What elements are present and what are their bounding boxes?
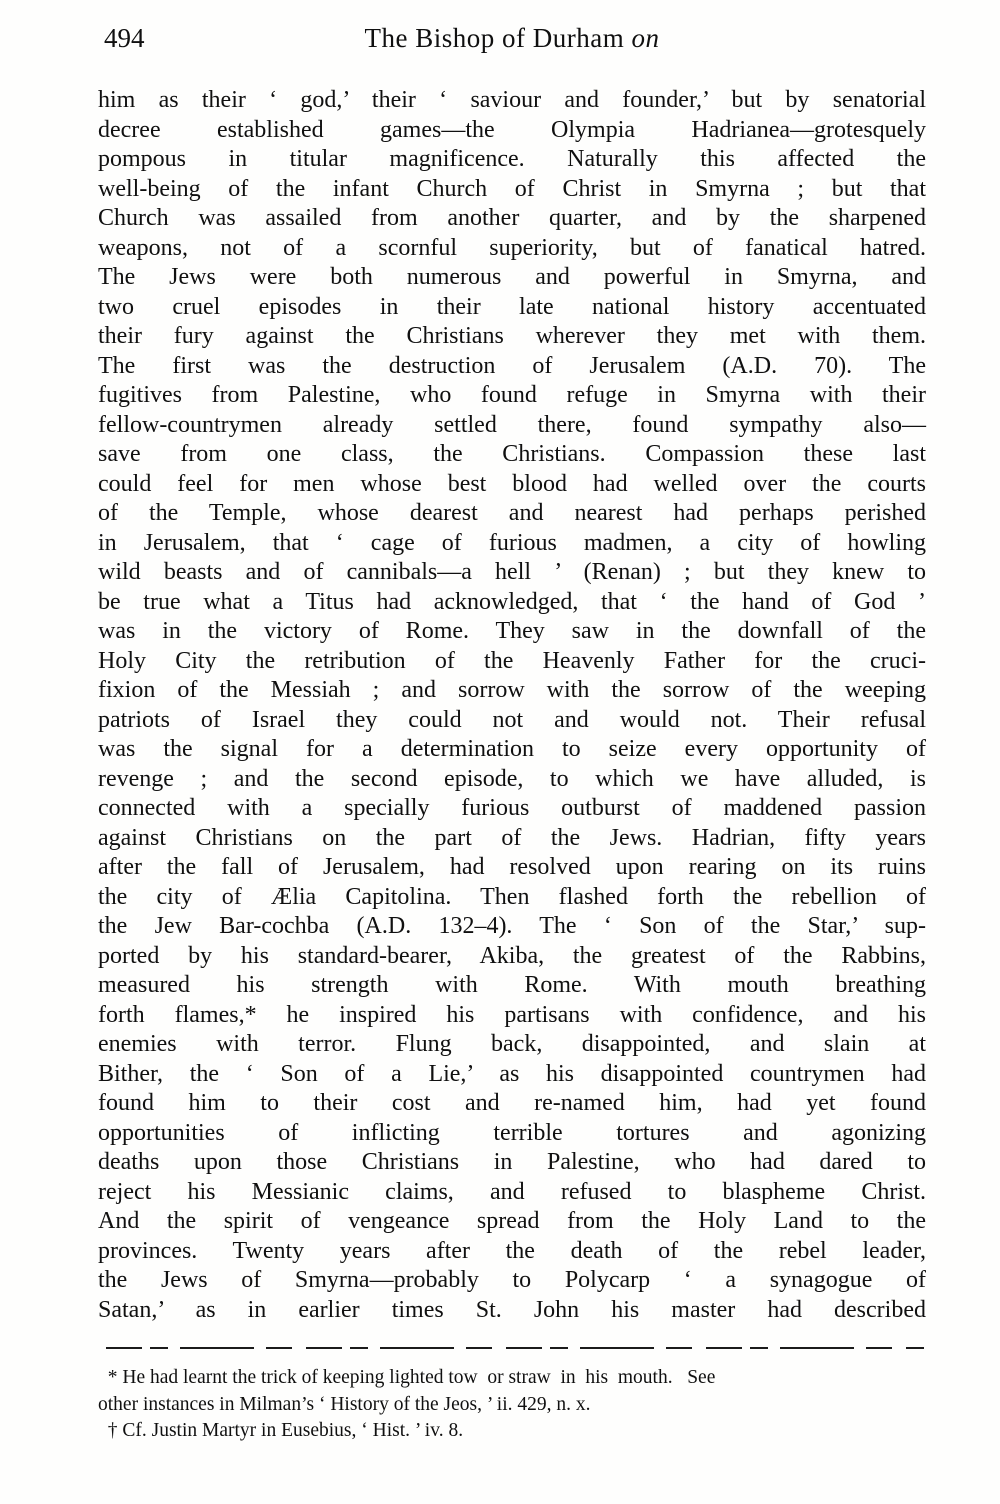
- text-line: him as their ‘ god,’ their ‘ saviour and founder,’ but by senatorial: [98, 87, 926, 113]
- text-line: of the Temple, whose dearest and nearest had perhaps perished: [98, 500, 926, 526]
- page-number: 494: [104, 23, 145, 53]
- text-line: measured his strength with Rome. With mouth breathing: [98, 972, 926, 998]
- text-line: well-being of the infant Church of Christ in Smyrna ; but that: [98, 175, 926, 202]
- text-line: wild beasts and of cannibals—a hell ’ (Renan) ; but they knew to: [98, 559, 926, 585]
- text-line: connected with a specially furious outburst of maddened passion: [98, 795, 926, 821]
- text-line: the Jew Bar-cochba (A.D. 132–4). The ‘ Son of the Star,’ sup-: [98, 913, 926, 939]
- footnote-divider: [106, 1347, 924, 1349]
- body-paragraph: [98, 86, 926, 1325]
- text-line: was the signal for a determination to seize every opportunity of: [98, 736, 926, 762]
- text-line: was in the victory of Rome. They saw in the downfall of the: [98, 618, 926, 644]
- text-line: The first was the destruction of Jerusalem (A.D. 70). The: [98, 352, 926, 379]
- text-line: * He had learnt the trick of keeping lighted tow or straw in his mouth. See: [98, 1367, 716, 1388]
- running-title-text: The Bishop of Durham: [364, 23, 632, 53]
- text-line: enemies with terror. Flung back, disappointed, and slain at: [98, 1031, 926, 1057]
- text-line: found him to their cost and re-named him, had yet found: [98, 1090, 926, 1116]
- text-line: fixion of the Messiah ; and sorrow with the sorrow of the weeping: [98, 677, 926, 703]
- text-line: fellow-countrymen already settled there, found sympathy also—: [98, 411, 926, 438]
- text-line: their fury against the Christians wherever they met with them.: [98, 323, 926, 349]
- text-line: revenge ; and the second episode, to which we have alluded, is: [98, 765, 926, 792]
- text-line: And the spirit of vengeance spread from the Holy Land to the: [98, 1208, 926, 1234]
- text-line: patriots of Israel they could not and would not. Their refusal: [98, 706, 926, 733]
- text-line: the city of Ælia Capitolina. Then flashed forth the rebellion of: [98, 883, 926, 910]
- text-line: Satan,’ as in earlier times St. John his master had described: [98, 1296, 926, 1323]
- text-line: in Jerusalem, that ‘ cage of furious madmen, a city of howling: [98, 529, 926, 556]
- text-line: after the fall of Jerusalem, had resolved upon rearing on its ruins: [98, 854, 926, 880]
- text-line: the Jews of Smyrna—probably to Polycarp ‘ a synagogue of: [98, 1267, 926, 1293]
- text-line: Church was assailed from another quarter, and by the sharpened: [98, 205, 926, 231]
- text-line: against Christians on the part of the Jews. Hadrian, fifty years: [98, 824, 926, 851]
- text-block: [98, 20, 926, 1445]
- text-line: † Cf. Justin Martyr in Eusebius, ‘ Hist. ’ iv. 8.: [98, 1420, 464, 1441]
- text-line: forth flames,* he inspired his partisans with confidence, and his: [98, 1001, 926, 1028]
- footnotes: [98, 1365, 926, 1445]
- text-line: deaths upon those Christians in Palestine, who had dared to: [98, 1149, 926, 1175]
- text-line: ported by his standard-bearer, Akiba, the greatest of the Rabbins,: [98, 942, 926, 969]
- text-line: weapons, not of a scornful superiority, but of fanatical hatred.: [98, 234, 926, 261]
- text-line: be true what a Titus had acknowledged, that ‘ the hand of God ’: [98, 588, 926, 615]
- text-line: opportunities of inflicting terrible tortures and agonizing: [98, 1119, 926, 1146]
- text-line: save from one class, the Christians. Compassion these last: [98, 441, 926, 467]
- text-line: The Jews were both numerous and powerful in Smyrna, and: [98, 264, 926, 290]
- text-line: other instances in Milman’s ‘ History of the Jeos, ’ ii. 429, n. x.: [98, 1393, 591, 1415]
- text-line: reject his Messianic claims, and refused to blaspheme Christ.: [98, 1178, 926, 1205]
- text-line: could feel for men whose best blood had welled over the courts: [98, 470, 926, 497]
- running-title: [98, 20, 926, 56]
- text-line: provinces. Twenty years after the death of the rebel leader,: [98, 1237, 926, 1264]
- text-line: decree established games—the Olympia Hadrianea—grotesquely: [98, 116, 926, 143]
- text-line: Bither, the ‘ Son of a Lie,’ as his disappointed countrymen had: [98, 1060, 926, 1087]
- text-line: two cruel episodes in their late national history accentuated: [98, 293, 926, 320]
- running-head: [98, 20, 926, 60]
- text-line: pompous in titular magnificence. Naturally this affected the: [98, 146, 926, 172]
- text-line: Holy City the retribution of the Heavenly Father for the cruci-: [98, 647, 926, 674]
- text-line: fugitives from Palestine, who found refuge in Smyrna with their: [98, 382, 926, 408]
- running-title-italic: on: [631, 23, 660, 53]
